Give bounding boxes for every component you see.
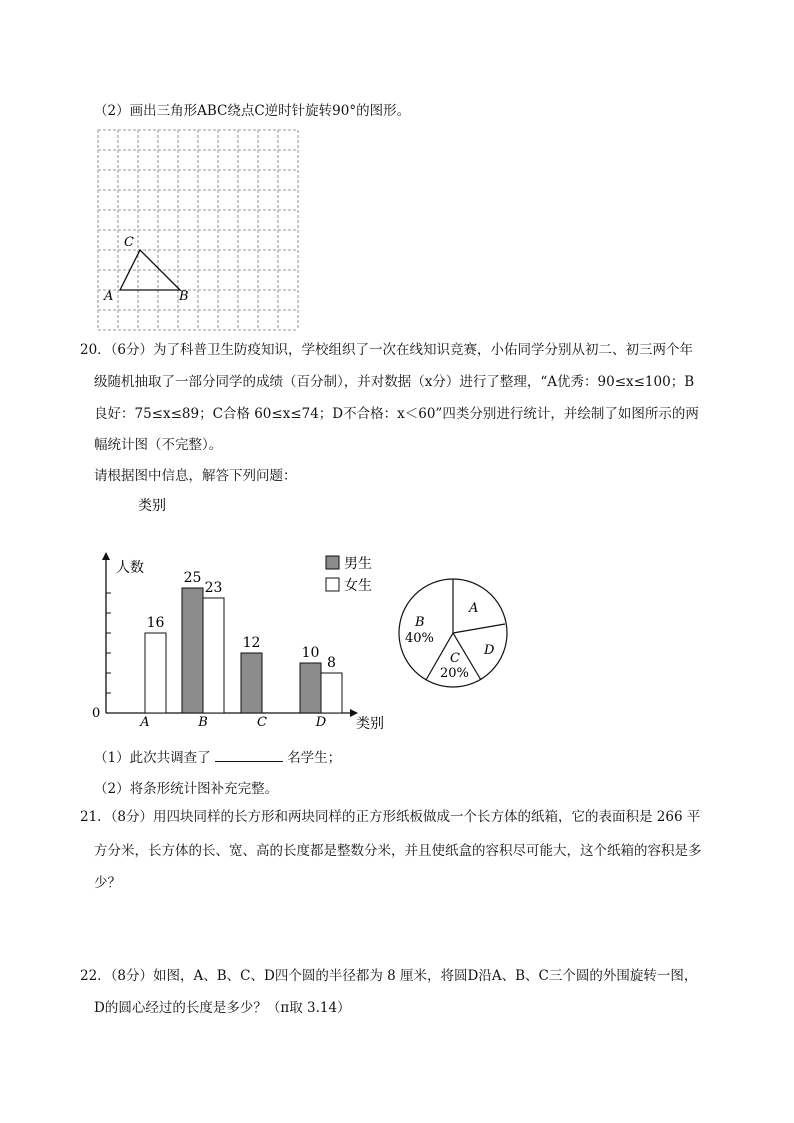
bar-value-label: 23 [204,580,223,596]
chart-title: 类别 [138,498,166,514]
y-axis-label: 人数 [116,560,144,576]
bar-female-a [145,633,166,713]
q20-line1: 20．（6分）为了科普卫生防疫知识，学校组织了一次在线知识竞赛，小佑同学分别从初二、初三两个年 [80,342,694,358]
q20-sub1-after: 名学生； [287,750,342,766]
pie-pct-b: 40% [405,631,434,646]
legend-label-female: 女生 [344,578,372,594]
q20-sub1-before: （1）此次共调查了 [94,750,211,766]
q20-line3: 良好：75≤x≤89；C合格 60≤x≤74；D不合格：x＜60”四类分别进行统计，并绘制了如图所示的两 [94,406,699,422]
label-a: A [104,289,114,304]
bar-value-label: 10 [301,645,320,661]
q22-line2: D的圆心经过的长度是多少？（π取 3.14） [94,1000,351,1016]
legend-swatch-male [326,556,339,569]
legend-swatch-female [326,578,339,591]
bar-value-label: 12 [242,635,261,651]
pie-pct-c: 20% [440,666,469,681]
q20-answer-blank[interactable] [215,748,283,762]
statistics-figure [92,494,510,734]
bar-male-c [241,653,262,713]
bar-female-b [203,598,224,713]
q20-sub2: （2）将条形统计图补充完整。 [94,781,279,797]
q19-part2-text: （2）画出三角形ABC绕点C逆时针旋转90°的图形。 [94,103,411,119]
x-tick-label-c: C [257,715,267,730]
q21-line1: 21．（8分）用四块同样的长方形和两块同样的正方形纸板做成一个长方体的纸箱，它的表面积是 266 平 [80,809,701,825]
bar-value-label: 16 [146,615,165,631]
grid-triangle-figure [96,128,300,332]
q20-line4: 幅统计图（不完整）。 [94,437,223,453]
origin-label: 0 [92,706,101,721]
pie-label-b: B [415,615,425,630]
x-tick-label-b: B [198,715,208,730]
bar-female-d [321,673,342,713]
x-axis-label: 类别 [356,716,384,732]
pie-label-d: D [484,643,495,658]
label-c: C [124,235,134,250]
q22-line1: 22．（8分）如图，A、B、C、D四个圆的半径都为 8 厘米，将圆D沿A、B、C三个圆的外围旋转一图， [80,968,698,984]
pie-label-c: C [450,651,460,666]
bar-value-label: 25 [183,570,202,586]
q21-line3: 少？ [94,875,121,891]
q20-line2: 级随机抽取了一部分同学的成绩（百分制），并对数据（x分）进行了整理，“A优秀：90≤x≤100；B [94,374,695,390]
q20-prompt: 请根据图中信息，解答下列问题： [94,468,297,484]
y-axis-arrow [102,552,110,560]
pie-label-a: A [469,601,479,616]
q20-sub1 [94,748,341,767]
x-tick-label-a: A [140,715,150,730]
bar-male-d [300,663,321,713]
legend-label-male: 男生 [344,556,372,572]
label-b: B [179,289,189,304]
q21-line2: 方分米，长方体的长、宽、高的长度都是整数分米，并且使纸盒的容积尽可能大，这个纸箱的容积是多 [94,843,702,859]
x-tick-label-d: D [315,715,327,730]
bar-male-b [182,588,203,713]
bar-value-label: 8 [327,655,336,671]
